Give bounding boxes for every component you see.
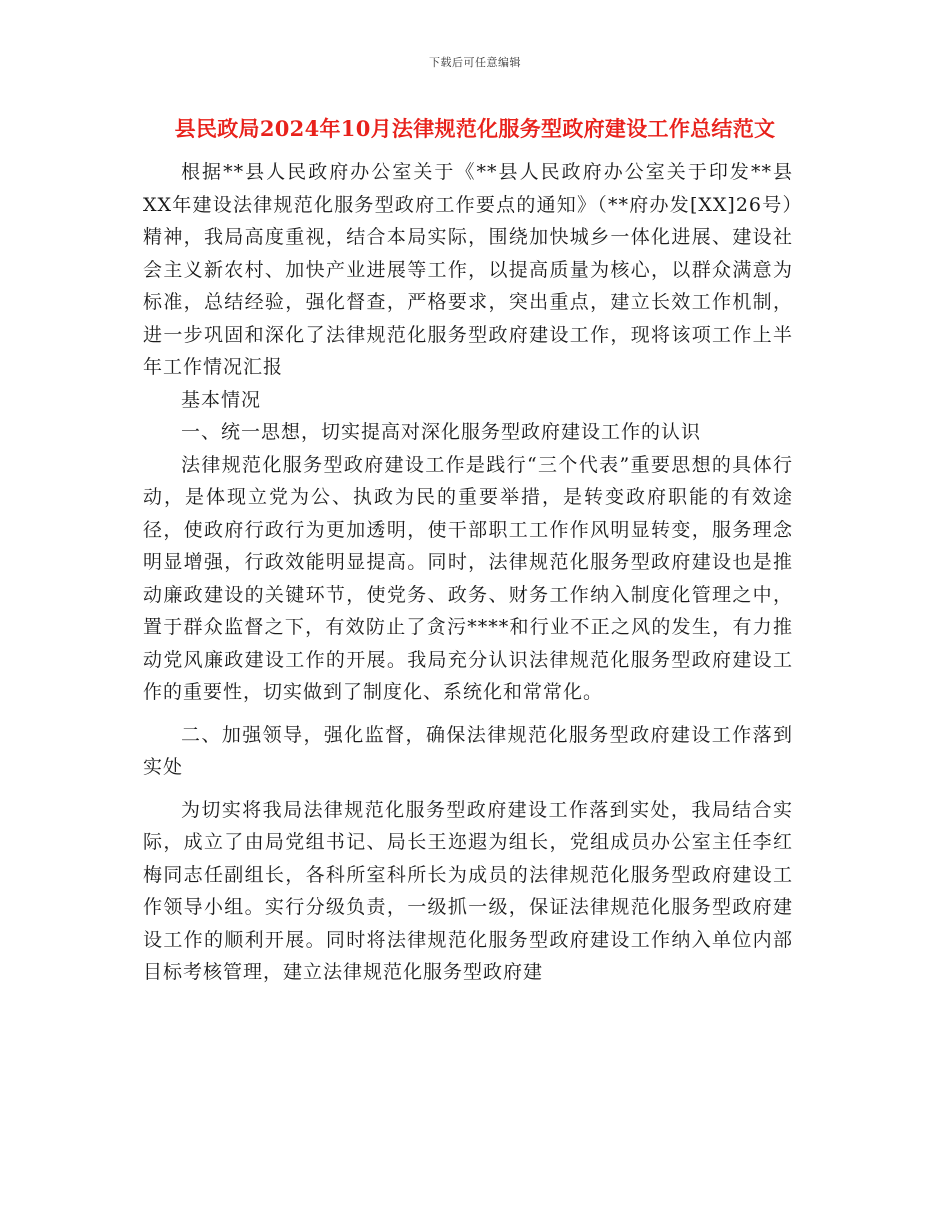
heading-section-two: 二、加强领导，强化监督，确保法律规范化服务型政府建设工作落到实处	[143, 723, 793, 778]
paragraph-section-one: 法律规范化服务型政府建设工作是践行“三个代表”重要思想的具体行动，是体现立党为公、执政为民的重要举措，是转变政府职能的有效途径，使政府行政行为更加透明，使干部职工工作作风明显转变，服务理念明显增强，行政效能明显提高。同时，法律规范化服务型政府建设也是推动廉政建设的关键环节，使党务、政务、财务工作纳入制度化管理之中，置于群众监督之下，有效防止了贪污****和行业不正之风的发生，有力推动党风廉政建设工作的开展。我局充分认识法律规范化服务型政府建设工作的重要性，切实做到了制度化、系统化和常常化。	[143, 453, 793, 703]
heading-section-one: 一、统一思想，切实提高对深化服务型政府建设工作的认识	[181, 421, 702, 443]
document-body	[143, 156, 793, 989]
paragraph-basic-situation: 基本情况	[181, 388, 262, 411]
paragraph-intro: 根据**县人民政府办公室关于《**县人民政府办公室关于印发**县XX年建设法律规范化服务型政府工作要点的通知》（**府办发[XX]26号）精神，我局高度重视，结合本局实际，围绕加快城乡一体化进展、建设社会主义新农村、加快产业进展等工作，以提高质量为核心，以群众满意为标准，总结经验，强化督查，严格要求，突出重点，建立长效工作机制，进一步巩固和深化了法律规范化服务型政府建设工作，现将该项工作上半年工作情况汇报	[143, 161, 793, 378]
header-note: 下载后可任意编辑	[429, 56, 521, 69]
document-title: 县民政局2024年10月法律规范化服务型政府建设工作总结范文	[174, 116, 776, 141]
paragraph-section-two: 为切实将我局法律规范化服务型政府建设工作落到实处，我局结合实际，成立了由局党组书记、局长王迩遐为组长，党组成员办公室主任李红梅同志任副组长，各科所室科所长为成员的法律规范化服务型政府建设工作领导小组。实行分级负责，一级抓一级，保证法律规范化服务型政府建设工作的顺利开展。同时将法律规范化服务型政府建设工作纳入单位内部目标考核管理，建立法律规范化服务型政府建	[143, 798, 793, 983]
